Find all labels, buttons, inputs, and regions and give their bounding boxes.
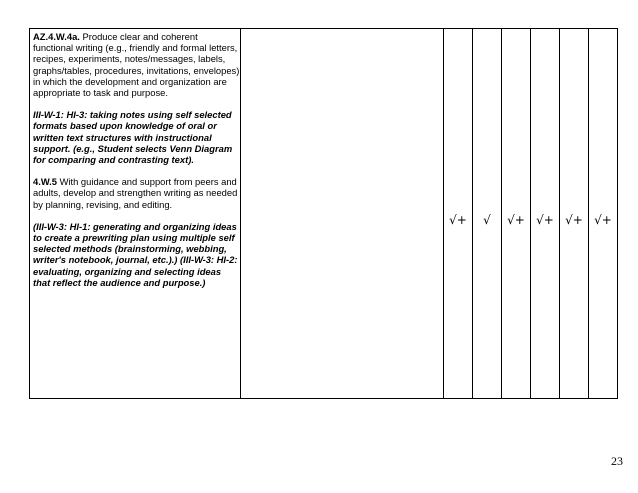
standards-table (29, 28, 618, 399)
page-number: 23 (611, 454, 623, 468)
standard-b-note: (III-W-3: HI-1: generating and organizing ideas to create a prewriting plan using multiple self selected methods (brainstorming, webbing, writer's notebook, journal, etc.).) (III-W-3: HI-2: evaluating, organizing and selecting ideas that reflect the audience and purpose.) (33, 220, 238, 288)
standard-b (33, 176, 240, 210)
check-mark: √+ (507, 212, 525, 227)
mark-cell-6 (589, 29, 618, 399)
blank-cell (241, 29, 444, 399)
standard-a-text: Produce clear and coherent functional writing (e.g., friendly and formal letters, recipes, experiments, notes/messages, labels, graphs/tables, procedures, invitations, envelopes) in which the development and organization are appropriate to task and purpose. (33, 31, 240, 99)
mark-cell-4 (531, 29, 560, 399)
standard-a-code: AZ.4.W.4a. (33, 31, 80, 42)
standard-b-code: 4.W.5 (33, 176, 57, 188)
mark-cell-3 (502, 29, 531, 399)
table-row (30, 29, 618, 399)
standard-a-note: III-W-1: HI-3: taking notes using self selected formats based upon knowledge of oral or written text structures with instructional support. (e.g., Student selects Venn Diagram for comparing and contrasting text). (33, 109, 233, 166)
standard-a (33, 31, 240, 98)
standard-b-text: With guidance and support from peers and adults, develop and strengthen writing as needed by planning, revising, and editing. (33, 176, 238, 210)
standard-cell (30, 29, 241, 399)
mark-cell-2 (473, 29, 502, 399)
mark-cell-5 (560, 29, 589, 399)
mark-cell-1 (444, 29, 473, 399)
check-mark: √+ (449, 212, 467, 227)
check-mark: √+ (536, 212, 554, 227)
check-mark: √+ (594, 212, 612, 227)
check-mark: √+ (565, 212, 583, 227)
check-mark: √ (483, 212, 491, 227)
